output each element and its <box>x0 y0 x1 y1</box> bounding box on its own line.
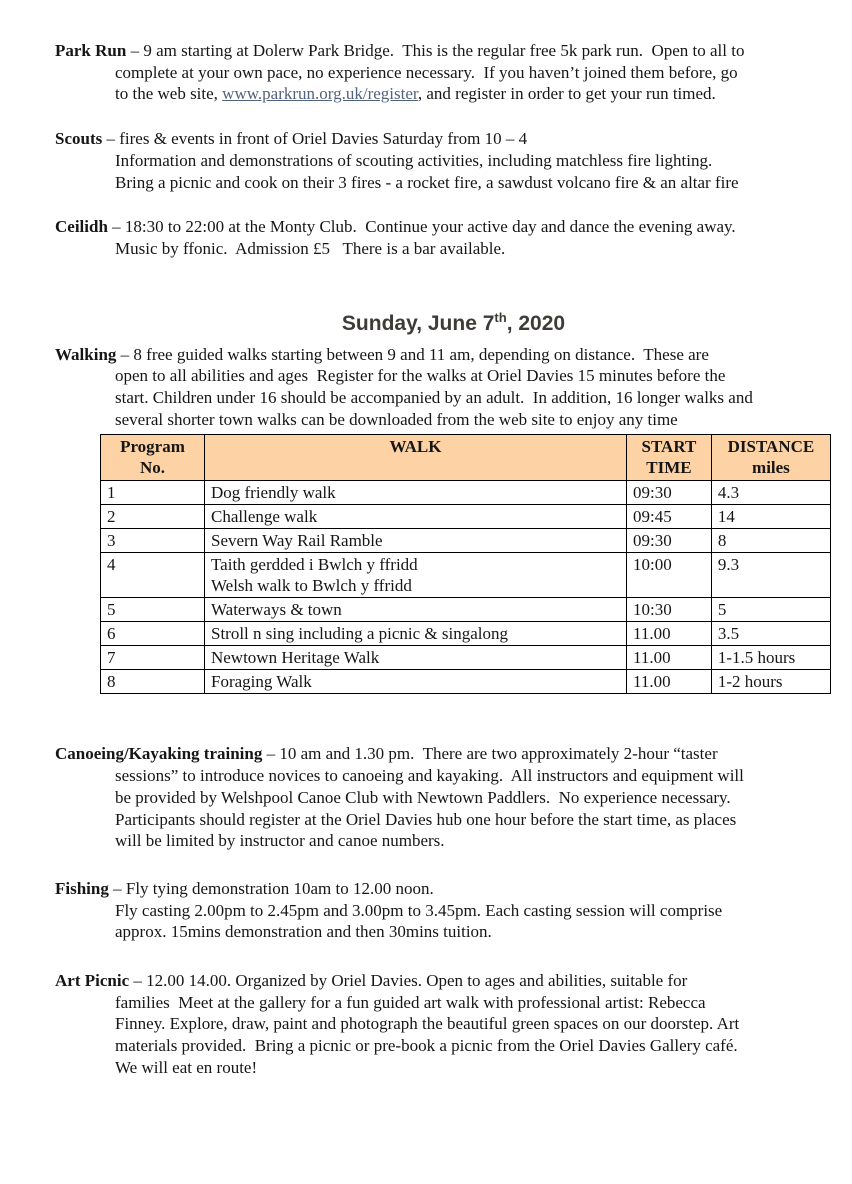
cell-start-time: 09:30 <box>627 481 712 505</box>
section-scouts <box>55 128 852 193</box>
walking-text-3: start. Children under 16 should be accompanied by an adult. In addition, 16 longer walks and <box>115 388 753 408</box>
walks-table-row <box>101 505 831 529</box>
walks-table <box>100 434 831 694</box>
fishing-text-2: Fly casting 2.00pm to 2.45pm and 3.00pm to 3.45pm. Each casting session will comprise <box>115 900 723 920</box>
header-walk-text: WALK <box>389 437 442 457</box>
text-line <box>55 809 852 831</box>
text-line <box>55 900 852 922</box>
cell-distance: 4.3 <box>711 481 830 505</box>
walks-table-row <box>101 646 831 670</box>
walks-table-row <box>101 670 831 694</box>
ceilidh-text-2: Music by ffonic. Admission £5 There is a bar available. <box>115 238 506 258</box>
text-line <box>55 830 852 852</box>
scouts-label: Scouts <box>55 129 103 149</box>
cell-distance: 1-2 hours <box>711 670 830 694</box>
cell-program-no: 6 <box>101 622 205 646</box>
walks-table-header-program <box>101 435 205 481</box>
text-line <box>55 409 852 431</box>
header-start-line1: START <box>641 437 697 457</box>
text-line <box>55 172 852 194</box>
park-run-text-3-prefix: to the web site, <box>115 84 223 104</box>
ceilidh-label: Ceilidh <box>55 217 108 237</box>
text-line <box>55 344 852 366</box>
text-line <box>55 387 852 409</box>
cell-walk: Foraging Walk <box>204 670 626 694</box>
cell-start-time: 10:00 <box>627 553 712 598</box>
art-picnic-text-5: We will eat en route! <box>115 1057 258 1077</box>
scouts-text-1: – fires & events in front of Oriel Davies Saturday from 10 – 4 <box>102 129 528 149</box>
art-picnic-text-2: families Meet at the gallery for a fun guided art walk with professional artist: Rebecca <box>115 992 706 1012</box>
text-line <box>55 970 852 992</box>
text-line <box>55 83 852 105</box>
fishing-label: Fishing <box>55 878 109 898</box>
text-line <box>55 62 852 84</box>
text-line <box>55 1035 852 1057</box>
cell-walk: Newtown Heritage Walk <box>204 646 626 670</box>
cell-start-time: 11.00 <box>627 646 712 670</box>
cell-program-no: 7 <box>101 646 205 670</box>
text-line <box>55 1057 852 1079</box>
date-heading <box>55 304 852 338</box>
park-run-text-3-suffix: , and register in order to get your run timed. <box>417 84 716 104</box>
walking-label: Walking <box>55 344 117 364</box>
canoeing-text-1: – 10 am and 1.30 pm. There are two approximately 2-hour “taster <box>262 744 718 764</box>
fishing-text-1: – Fly tying demonstration 10am to 12.00 noon. <box>108 878 434 898</box>
art-picnic-text-3: Finney. Explore, draw, paint and photograph the beautiful green spaces on our doorstep. Art <box>115 1014 740 1034</box>
art-picnic-text-1: – 12.00 14.00. Organized by Oriel Davies. Open to ages and abilities, suitable for <box>129 971 688 991</box>
date-heading-tail: , 2020 <box>506 311 566 335</box>
cell-start-time: 11.00 <box>627 670 712 694</box>
park-run-label: Park Run <box>55 41 127 60</box>
walks-table-row <box>101 553 831 598</box>
header-distance-line2: miles <box>752 457 790 477</box>
walks-table-header-start-time <box>627 435 712 481</box>
canoeing-text-5: will be limited by instructor and canoe numbers. <box>115 831 445 851</box>
walking-text-4: several shorter town walks can be downloaded from the web site to enjoy any time <box>115 409 678 429</box>
text-line <box>55 921 852 943</box>
cell-walk <box>204 553 626 598</box>
cell-program-no: 2 <box>101 505 205 529</box>
header-distance-line1: DISTANCE <box>727 437 815 457</box>
canoeing-label: Canoeing/Kayaking training <box>55 744 263 764</box>
walks-table-header-walk <box>204 435 626 481</box>
text-line <box>55 150 852 172</box>
cell-program-no: 8 <box>101 670 205 694</box>
date-heading-text: Sunday, June 7 <box>341 311 495 335</box>
walks-table-row <box>101 529 831 553</box>
cell-walk-line1: Taith gerdded i Bwlch y ffridd <box>210 555 418 575</box>
parkrun-register-link[interactable]: www.parkrun.org.uk/register <box>222 84 418 104</box>
scouts-text-3: Bring a picnic and cook on their 3 fires - a rocket fire, a sawdust volcano fire & an altar fire <box>115 172 739 192</box>
walking-text-1: – 8 free guided walks starting between 9 and 11 am, depending on distance. These are <box>116 344 709 364</box>
text-line <box>55 787 852 809</box>
cell-distance: 9.3 <box>711 553 830 598</box>
text-line <box>55 238 852 260</box>
cell-start-time: 09:30 <box>627 529 712 553</box>
text-line <box>55 743 852 765</box>
text-line <box>55 365 852 387</box>
text-line <box>55 216 852 238</box>
cell-program-no: 5 <box>101 598 205 622</box>
canoeing-text-4: Participants should register at the Oriel Davies hub one hour before the start time, as places <box>115 809 737 829</box>
date-heading-ordinal: th <box>494 309 507 325</box>
cell-program-no: 4 <box>101 553 205 598</box>
cell-distance: 14 <box>711 505 830 529</box>
walks-table-row <box>101 598 831 622</box>
text-line <box>55 40 852 62</box>
header-start-line2: TIME <box>646 457 692 477</box>
section-walking <box>55 344 852 431</box>
cell-program-no: 3 <box>101 529 205 553</box>
section-fishing <box>55 878 852 943</box>
section-canoeing <box>55 743 852 852</box>
ceilidh-text-1: – 18:30 to 22:00 at the Monty Club. Continue your active day and dance the evening away. <box>107 217 736 237</box>
section-park-run <box>55 40 852 105</box>
walks-table-header-distance <box>711 435 830 481</box>
cell-walk-line2: Welsh walk to Bwlch y ffridd <box>210 576 412 596</box>
canoeing-text-2: sessions” to introduce novices to canoeing and kayaking. All instructors and equipment will <box>115 766 744 786</box>
art-picnic-text-4: materials provided. Bring a picnic or pre-book a picnic from the Oriel Davies Gallery café. <box>115 1036 738 1056</box>
cell-start-time: 10:30 <box>627 598 712 622</box>
cell-distance: 1-1.5 hours <box>711 646 830 670</box>
text-line <box>55 1013 852 1035</box>
cell-start-time: 11.00 <box>627 622 712 646</box>
park-run-text-1: – 9 am starting at Dolerw Park Bridge. This is the regular free 5k park run. Open to all to <box>126 41 745 60</box>
header-program-line1: Program <box>120 437 185 457</box>
cell-walk: Challenge walk <box>204 505 626 529</box>
cell-distance: 5 <box>711 598 830 622</box>
scouts-text-2: Information and demonstrations of scouting activities, including matchless fire lighting. <box>115 150 713 170</box>
fishing-text-3: approx. 15mins demonstration and then 30mins tuition. <box>115 922 492 942</box>
header-program-line2: No. <box>139 457 165 477</box>
cell-walk: Severn Way Rail Ramble <box>204 529 626 553</box>
cell-program-no: 1 <box>101 481 205 505</box>
canoeing-text-3: be provided by Welshpool Canoe Club with Newtown Paddlers. No experience necessary. <box>115 787 731 807</box>
art-picnic-label: Art Picnic <box>55 971 130 991</box>
text-line <box>55 128 852 150</box>
text-line <box>55 878 852 900</box>
walking-text-2: open to all abilities and ages Register for the walks at Oriel Davies 15 minutes before the <box>115 366 726 386</box>
park-run-text-2: complete at your own pace, no experience necessary. If you haven’t joined them before, go <box>115 62 738 82</box>
walks-table-row <box>101 481 831 505</box>
walks-table-row <box>101 622 831 646</box>
section-ceilidh <box>55 216 852 259</box>
cell-distance: 3.5 <box>711 622 830 646</box>
text-line <box>55 765 852 787</box>
text-line <box>55 992 852 1014</box>
cell-walk: Stroll n sing including a picnic & singalong <box>204 622 626 646</box>
walks-table-header-row <box>101 435 831 481</box>
cell-start-time: 09:45 <box>627 505 712 529</box>
cell-distance: 8 <box>711 529 830 553</box>
section-art-picnic <box>55 970 852 1079</box>
cell-walk: Dog friendly walk <box>204 481 626 505</box>
cell-walk: Waterways & town <box>204 598 626 622</box>
